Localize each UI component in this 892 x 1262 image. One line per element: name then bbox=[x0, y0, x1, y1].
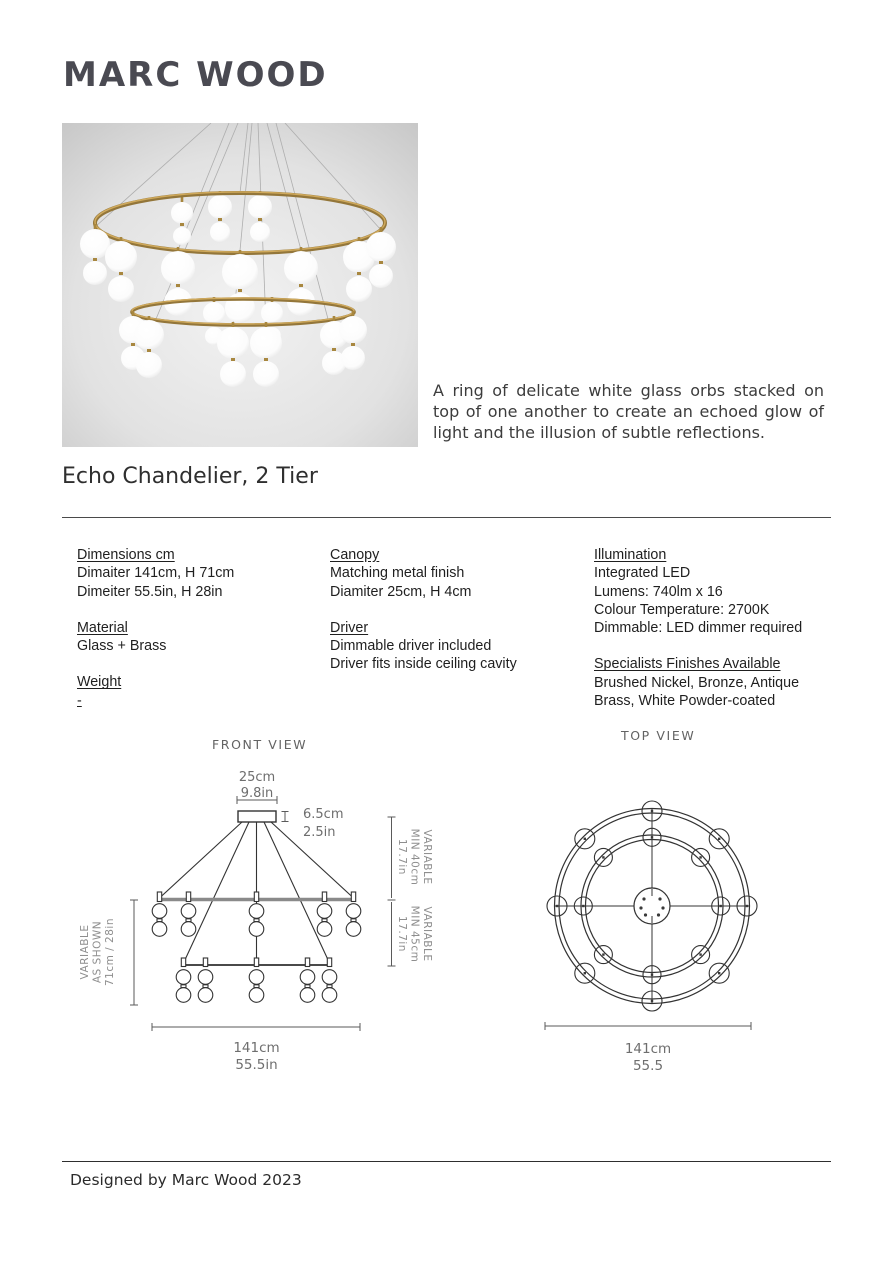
front-canopy-width-cm: 25cm bbox=[238, 770, 276, 785]
svg-text:VARIABLE: VARIABLE bbox=[421, 906, 433, 962]
spec-section-weight bbox=[77, 673, 322, 710]
front-view-drawing bbox=[79, 770, 433, 1073]
spec-line: - bbox=[77, 692, 82, 709]
spec-line: Dimeiter 55.5in, H 28in bbox=[77, 583, 223, 600]
spec-line: Matching metal finish bbox=[330, 565, 465, 582]
spec-line: Diamiter 25cm, H 4cm bbox=[330, 583, 472, 600]
front-width-in: 55.5in bbox=[235, 1057, 278, 1073]
spec-line: Brushed Nickel, Bronze, Antique bbox=[594, 674, 800, 691]
svg-text:71cm / 28in: 71cm / 28in bbox=[104, 917, 116, 987]
front-canopy-height-in: 2.5in bbox=[303, 825, 336, 840]
spec-heading-driver: Driver bbox=[330, 619, 369, 636]
spec-line: Brass, White Powder-coated bbox=[594, 693, 776, 710]
footer-credit: Designed by Marc Wood 2023 bbox=[70, 1171, 302, 1189]
front-height-label bbox=[79, 918, 116, 986]
spec-line: Driver fits inside ceiling cavity bbox=[330, 656, 517, 673]
spec-line: Dimaiter 141cm, H 71cm bbox=[77, 565, 235, 582]
spec-heading-material: Material bbox=[77, 619, 128, 636]
svg-text:17.7in: 17.7in bbox=[396, 916, 408, 952]
spec-column-illumination-finishes bbox=[594, 546, 834, 728]
spec-section-dimensions bbox=[77, 546, 322, 601]
front-drop-bottom-label bbox=[396, 906, 433, 963]
spec-section-driver bbox=[330, 619, 580, 674]
spec-line: Glass + Brass bbox=[77, 638, 167, 655]
svg-text:VARIABLE: VARIABLE bbox=[79, 924, 91, 980]
divider-bottom bbox=[62, 1161, 831, 1162]
product-description: A ring of delicate white glass orbs stacked on top of one another to create an echoed glow of light and the illusion of subtle reflections. bbox=[433, 381, 824, 442]
spec-heading-finishes: Specialists Finishes Available bbox=[594, 656, 781, 673]
spec-section-finishes bbox=[594, 655, 834, 710]
chandelier-photo-illustration bbox=[62, 123, 418, 447]
spec-heading-illumination: Illumination bbox=[594, 547, 667, 563]
svg-text:17.7in: 17.7in bbox=[396, 839, 408, 875]
brand-logo: MARC WOOD bbox=[63, 55, 328, 95]
spec-line: Colour Temperature: 2700K bbox=[594, 601, 770, 618]
front-canopy bbox=[238, 811, 276, 822]
top-width-in: 55.5 bbox=[632, 1058, 664, 1074]
product-photo bbox=[62, 123, 418, 447]
top-width-cm: 141cm bbox=[624, 1041, 672, 1057]
front-canopy-width-in: 9.8in bbox=[240, 786, 274, 801]
spec-section-illumination bbox=[594, 546, 834, 637]
svg-text:VARIABLE: VARIABLE bbox=[421, 829, 433, 885]
svg-text:MIN 40cm: MIN 40cm bbox=[408, 828, 421, 886]
spec-line: Integrated LED bbox=[594, 565, 691, 582]
spec-heading-weight: Weight bbox=[77, 674, 122, 691]
front-width-cm: 141cm bbox=[233, 1040, 280, 1056]
front-drop-top-label bbox=[396, 829, 433, 886]
technical-drawings-svg bbox=[60, 750, 840, 1090]
svg-text:AS SHOWN: AS SHOWN bbox=[91, 920, 104, 984]
technical-drawings bbox=[60, 750, 840, 1095]
product-title: Echo Chandelier, 2 Tier bbox=[62, 464, 318, 489]
spec-section-material bbox=[77, 619, 322, 656]
spec-column-dimensions bbox=[77, 546, 322, 728]
spec-line: Dimmable driver included bbox=[330, 638, 492, 655]
spec-column-canopy-driver bbox=[330, 546, 580, 692]
divider-top bbox=[62, 517, 831, 518]
spec-heading-dimensions: Dimensions cm bbox=[77, 547, 175, 563]
svg-text:MIN 45cm: MIN 45cm bbox=[408, 905, 421, 963]
spec-heading-canopy: Canopy bbox=[330, 547, 380, 563]
front-view-label: FRONT VIEW bbox=[212, 737, 308, 752]
front-canopy-height-cm: 6.5cm bbox=[303, 807, 344, 822]
top-view-drawing bbox=[545, 801, 757, 1074]
top-view-label: TOP VIEW bbox=[621, 728, 696, 743]
spec-line: Dimmable: LED dimmer required bbox=[594, 620, 803, 637]
spec-section-canopy bbox=[330, 546, 580, 601]
spec-line: Lumens: 740lm x 16 bbox=[594, 583, 723, 600]
